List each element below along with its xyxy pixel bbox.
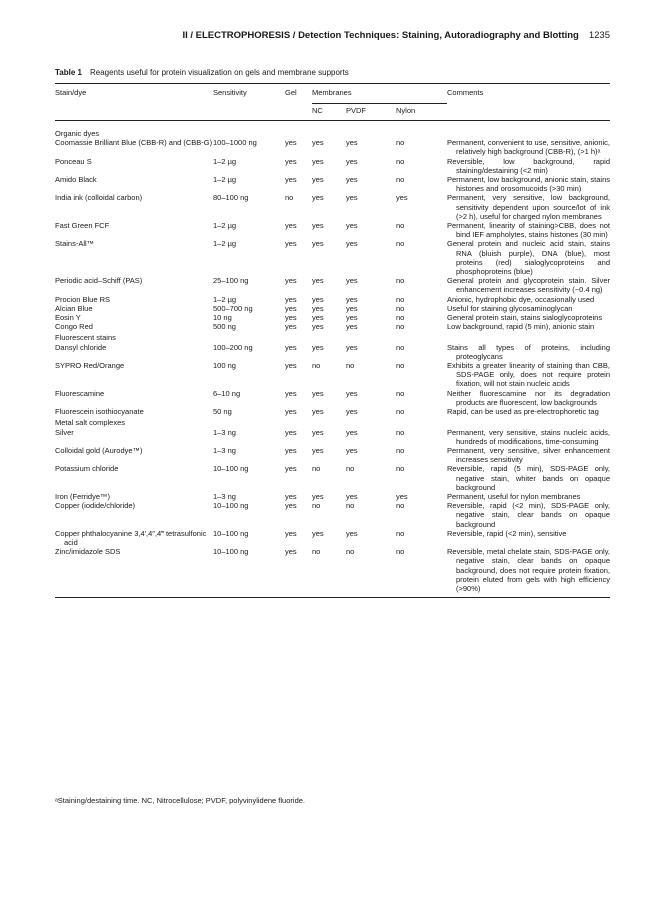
- sensitivity-cell: 50 ng: [213, 407, 232, 417]
- pvdf-cell: yes: [346, 313, 358, 323]
- comments-cell: Rapid, can be used as pre-electrophoretic tag: [447, 407, 599, 417]
- comments-cell: General protein stain, stains sialoglycoproteins: [447, 313, 603, 323]
- nc-cell: yes: [312, 322, 324, 332]
- pvdf-cell: yes: [346, 342, 358, 352]
- stain-name-cell: SYPRO Red/Orange: [55, 361, 125, 371]
- nylon-cell: no: [396, 528, 405, 538]
- table-row: [55, 193, 610, 221]
- table-body: [55, 121, 610, 598]
- nc-cell: yes: [312, 175, 324, 185]
- nc-cell: no: [312, 361, 321, 371]
- nylon-cell: no: [396, 156, 405, 166]
- gel-cell: yes: [285, 407, 297, 417]
- sensitivity-cell: 1–2 µg: [213, 294, 237, 304]
- sensitivity-cell: 10 ng: [213, 313, 232, 323]
- pvdf-cell: yes: [346, 388, 358, 398]
- nc-cell: yes: [312, 303, 324, 313]
- table-row: [55, 276, 610, 294]
- running-title: II / ELECTROPHORESIS / Detection Techniques: Staining, Autoradiography and Blotting: [182, 30, 579, 41]
- nc-cell: yes: [312, 388, 324, 398]
- stain-name-cell: India ink (colloidal carbon): [55, 193, 143, 203]
- gel-cell: yes: [285, 303, 297, 313]
- stain-name-cell: Fluorescein isothiocyanate: [55, 407, 144, 417]
- pvdf-cell: yes: [346, 221, 358, 231]
- nc-cell: yes: [312, 528, 324, 538]
- table-row: [55, 428, 610, 446]
- gel-cell: yes: [285, 445, 297, 455]
- pvdf-cell: yes: [346, 491, 358, 501]
- nc-cell: no: [312, 464, 321, 474]
- comments-cell: Reversible, metal chelate stain, SDS-PAGE only, negative stain, clear bands on opaque background, does not require protein fixation, protein eluted from gels with high efficiency (>90%): [447, 547, 610, 593]
- pvdf-cell: no: [346, 547, 355, 557]
- pvdf-cell: yes: [346, 156, 358, 166]
- table-row: [55, 446, 610, 464]
- nylon-cell: no: [396, 239, 405, 249]
- comments-cell: General protein and glycoprotein stain. Silver enhancement increases sensitivity (~0.4 ng): [447, 276, 610, 295]
- comments-cell: Low background, rapid (5 min), anionic stain: [447, 322, 595, 332]
- table-row: [55, 175, 610, 193]
- comments-cell: Reversible, rapid (5 min), SDS-PAGE only, negative stain, whiter bands on opaque background: [447, 464, 610, 492]
- sensitivity-cell: 500–700 ng: [213, 303, 253, 313]
- nylon-cell: no: [396, 138, 405, 148]
- sensitivity-cell: 1–2 µg: [213, 175, 237, 185]
- nc-cell: yes: [312, 221, 324, 231]
- table-row: [55, 157, 610, 175]
- sensitivity-cell: 25–100 ng: [213, 276, 249, 286]
- stain-name-cell: Amido Black: [55, 175, 97, 185]
- gel-cell: yes: [285, 342, 297, 352]
- sensitivity-cell: 1–3 ng: [213, 491, 236, 501]
- comments-cell: Permanent, very sensitive, low background, sensitivity dependent upon source/lot of ink (>2 h), useful for charged nylon membranes: [447, 193, 610, 221]
- nylon-cell: no: [396, 501, 405, 511]
- stain-name-cell: Dansyl chloride: [55, 342, 107, 352]
- stain-name-cell: Coomassie Brilliant Blue (CBB-R) and (CBB-G): [55, 138, 213, 148]
- comments-cell: Neither fluorescamine nor its degradation products are fluorescent, low backgrounds: [447, 388, 610, 407]
- comments-cell: Permanent, linearity of staining>CBB, does not bind IEF ampholytes, stains histones (30 min): [447, 221, 610, 240]
- pvdf-cell: yes: [346, 276, 358, 286]
- stain-name-cell: Periodic acid–Schiff (PAS): [55, 276, 143, 286]
- comments-cell: Anionic, hydrophobic dye, occasionally used: [447, 294, 595, 304]
- pvdf-cell: yes: [346, 303, 358, 313]
- gel-cell: yes: [285, 239, 297, 249]
- sensitivity-cell: 10–100 ng: [213, 528, 249, 538]
- sensitivity-cell: 100–200 ng: [213, 342, 253, 352]
- table-bottom-rule: [55, 593, 610, 598]
- table-row: [55, 501, 610, 529]
- nylon-cell: no: [396, 342, 405, 352]
- table-row: [55, 304, 610, 313]
- gel-cell: yes: [285, 175, 297, 185]
- gel-cell: yes: [285, 276, 297, 286]
- nc-cell: no: [312, 547, 321, 557]
- gel-cell: yes: [285, 138, 297, 148]
- comments-cell: Permanent, very sensitive, stains nucleic acids, hundreds of modifications, time-consuming: [447, 427, 610, 446]
- gel-cell: yes: [285, 388, 297, 398]
- pvdf-cell: yes: [346, 175, 358, 185]
- table-row: [55, 343, 610, 361]
- nc-cell: no: [312, 501, 321, 511]
- comments-cell: Permanent, very sensitive, silver enhancement increases sensitivity: [447, 445, 610, 465]
- nc-cell: yes: [312, 156, 324, 166]
- comments-cell: Reversible, rapid (<2 min), SDS-PAGE only, negative stain, clear bands on opaque background: [447, 501, 610, 529]
- sensitivity-cell: 6–10 ng: [213, 388, 241, 398]
- nylon-cell: no: [396, 547, 405, 557]
- col-header-nc: NC: [312, 104, 346, 121]
- table-caption-text: Reagents useful for protein visualization on gels and membrane supports: [89, 68, 349, 77]
- nylon-cell: yes: [396, 491, 408, 501]
- gel-cell: yes: [285, 501, 297, 511]
- stain-name-cell: Zinc/imidazole SDS: [55, 547, 121, 557]
- sensitivity-cell: 10–100 ng: [213, 547, 249, 557]
- nylon-cell: no: [396, 313, 405, 323]
- pvdf-cell: yes: [346, 445, 358, 455]
- nc-cell: yes: [312, 294, 324, 304]
- col-header-sensitivity: Sensitivity: [213, 84, 285, 104]
- table-row: [55, 361, 610, 389]
- gel-cell: yes: [285, 547, 297, 557]
- comments-cell: Permanent, useful for nylon membranes: [447, 491, 581, 501]
- gel-cell: yes: [285, 464, 297, 474]
- gel-cell: yes: [285, 156, 297, 166]
- pvdf-cell: yes: [346, 239, 358, 249]
- comments-cell: Permanent, low background, anionic stain, stains histones and orosomucoids (>30 min): [447, 175, 611, 194]
- sensitivity-cell: 100–1000 ng: [213, 138, 257, 148]
- pvdf-cell: no: [346, 464, 355, 474]
- comments-cell: General protein and nucleic acid stain, stains RNA (bluish purple), DNA (blue), most proteins (red) sialoglycoproteins and phosphoproteins (blue): [447, 239, 610, 277]
- table-caption: [55, 68, 610, 77]
- stain-name-cell: Iron (Ferridye™): [55, 491, 111, 501]
- nylon-cell: no: [396, 361, 405, 371]
- sensitivity-cell: 500 ng: [213, 322, 236, 332]
- pvdf-cell: no: [346, 361, 355, 371]
- table-row: [55, 407, 610, 416]
- stain-name-cell: Copper phthalocyanine 3,4′,4″,4‴ tetrasulfonic acid: [55, 528, 207, 547]
- gel-cell: yes: [285, 322, 297, 332]
- group-label: Fluorescent stains: [55, 333, 116, 343]
- col-header-comments: Comments: [447, 84, 610, 104]
- table-row: [55, 464, 610, 492]
- col-header-gel: Gel: [285, 84, 312, 104]
- table-row: [55, 295, 610, 304]
- nylon-cell: no: [396, 445, 405, 455]
- nylon-cell: no: [396, 427, 405, 437]
- stain-name-cell: Stains-All™: [55, 239, 95, 249]
- sensitivity-cell: 10–100 ng: [213, 464, 249, 474]
- gel-cell: yes: [285, 361, 297, 371]
- nylon-cell: no: [396, 322, 405, 332]
- comments-cell: Stains all types of proteins, including proteoglycans: [447, 342, 610, 361]
- nylon-cell: no: [396, 175, 405, 185]
- table-row: [55, 547, 610, 593]
- gel-cell: yes: [285, 491, 297, 501]
- comments-cell: Reversible, rapid (<2 min), sensitive: [447, 528, 567, 538]
- nc-cell: yes: [312, 491, 324, 501]
- stain-name-cell: Ponceau S: [55, 156, 92, 166]
- stain-name-cell: Alcian Blue: [55, 303, 93, 313]
- table-label: Table 1: [55, 68, 82, 77]
- group-label: Metal salt complexes: [55, 418, 126, 428]
- pvdf-cell: yes: [346, 528, 358, 538]
- stain-name-cell: Procion Blue RS: [55, 294, 111, 304]
- table-group-row: [55, 121, 610, 139]
- pvdf-cell: yes: [346, 193, 358, 203]
- sensitivity-cell: 1–2 µg: [213, 221, 237, 231]
- sensitivity-cell: 1–2 µg: [213, 239, 237, 249]
- pvdf-cell: no: [346, 501, 355, 511]
- gel-cell: yes: [285, 294, 297, 304]
- nc-cell: yes: [312, 342, 324, 352]
- stain-name-cell: Fluorescamine: [55, 388, 105, 398]
- sensitivity-cell: 100 ng: [213, 361, 236, 371]
- nylon-cell: no: [396, 407, 405, 417]
- stain-name-cell: Silver: [55, 427, 74, 437]
- nc-cell: yes: [312, 239, 324, 249]
- nc-cell: yes: [312, 138, 324, 148]
- sensitivity-cell: 1–3 ng: [213, 427, 236, 437]
- gel-cell: yes: [285, 528, 297, 538]
- running-header: [55, 30, 610, 41]
- gel-cell: yes: [285, 427, 297, 437]
- nc-cell: yes: [312, 313, 324, 323]
- nc-cell: yes: [312, 276, 324, 286]
- stain-name-cell: Colloidal gold (Aurodye™): [55, 445, 143, 455]
- sensitivity-cell: 80–100 ng: [213, 193, 249, 203]
- nylon-cell: no: [396, 303, 405, 313]
- gel-cell: yes: [285, 313, 297, 323]
- table-row: [55, 529, 610, 547]
- comments-cell: Exhibits a greater linearity of staining than CBB, SDS-PAGE only, does not require protein fixation, will not stain nucleic acids: [447, 361, 610, 389]
- stain-name-cell: Congo Red: [55, 322, 93, 332]
- table-row: [55, 221, 610, 239]
- stain-name-cell: Eosin Y: [55, 313, 81, 323]
- gel-cell: yes: [285, 221, 297, 231]
- comments-cell: Reversible, low background, rapid staining/destaining (<2 min): [447, 156, 610, 175]
- pvdf-cell: yes: [346, 427, 358, 437]
- table-row: [55, 138, 610, 156]
- stain-name-cell: Fast Green FCF: [55, 221, 110, 231]
- group-label: Organic dyes: [55, 129, 100, 138]
- gel-cell: no: [285, 193, 294, 203]
- nylon-cell: no: [396, 276, 405, 286]
- nylon-cell: no: [396, 221, 405, 231]
- table-row: [55, 239, 610, 276]
- nylon-cell: yes: [396, 193, 408, 203]
- sensitivity-cell: 10–100 ng: [213, 501, 249, 511]
- page-number: 1235: [588, 30, 610, 41]
- nylon-cell: no: [396, 464, 405, 474]
- comments-cell: Useful for staining glycosaminoglycan: [447, 303, 573, 313]
- nc-cell: yes: [312, 193, 324, 203]
- table-row: [55, 313, 610, 322]
- table-group-row: [55, 416, 610, 427]
- col-header-pvdf: PVDF: [346, 104, 396, 121]
- nc-cell: yes: [312, 445, 324, 455]
- nc-cell: yes: [312, 407, 324, 417]
- nc-cell: yes: [312, 427, 324, 437]
- stain-name-cell: Potassium chloride: [55, 464, 119, 474]
- comments-cell: Permanent, convenient to use, sensitive, anionic, relatively high background (CBB-R), (>1 h)ᵃ: [447, 138, 611, 157]
- table-row: [55, 492, 610, 501]
- table-row: [55, 322, 610, 331]
- nylon-cell: no: [396, 388, 405, 398]
- col-header-stain: Stain/dye: [55, 84, 213, 104]
- sensitivity-cell: 1–3 ng: [213, 445, 236, 455]
- pvdf-cell: yes: [346, 294, 358, 304]
- reagents-table: [55, 83, 610, 598]
- sensitivity-cell: 1–2 µg: [213, 156, 237, 166]
- table-row: [55, 389, 610, 407]
- table-group-row: [55, 331, 610, 342]
- col-header-nylon: Nylon: [396, 104, 447, 121]
- stain-name-cell: Copper (iodide/chloride): [55, 501, 136, 511]
- nylon-cell: no: [396, 294, 405, 304]
- table-footnote: ᵃStaining/destaining time. NC, Nitrocellulose; PVDF, polyvinylidene fluoride.: [55, 796, 305, 805]
- pvdf-cell: yes: [346, 407, 358, 417]
- pvdf-cell: yes: [346, 322, 358, 332]
- pvdf-cell: yes: [346, 138, 358, 148]
- col-header-membranes: Membranes: [312, 84, 447, 104]
